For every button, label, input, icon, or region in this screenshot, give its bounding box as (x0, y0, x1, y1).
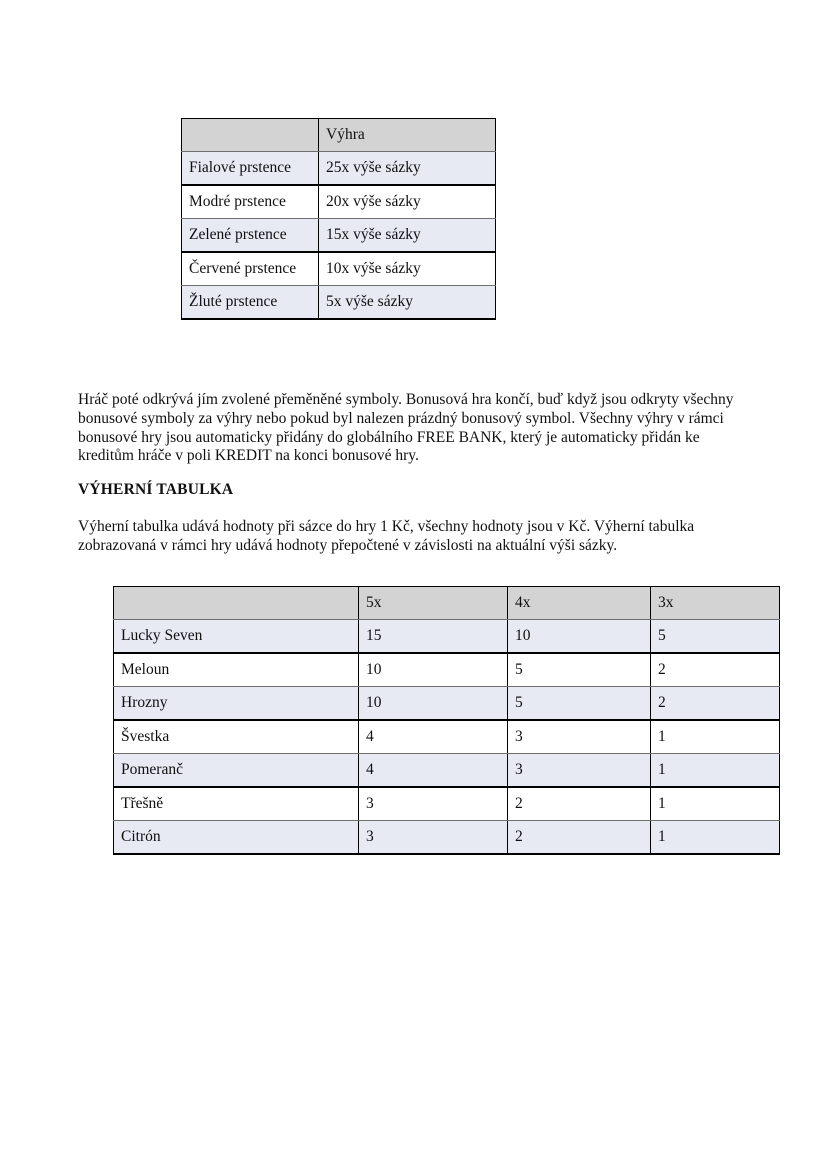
symbol-name-cell: Žluté prstence (182, 286, 319, 320)
table-row (114, 821, 780, 855)
symbol-name-cell: Hrozny (114, 687, 359, 721)
paytable-header-row (114, 587, 780, 620)
value-cell: 3 (359, 821, 508, 855)
table-row (114, 720, 780, 754)
value-cell: 3 (508, 754, 651, 788)
table-row (114, 653, 780, 687)
paytable-intro-paragraph: Výherní tabulka udává hodnoty při sázce do hry 1 Kč, všechny hodnoty jsou v Kč. Výherní tabulka zobrazovaná v rámci hry udává hodnoty přepočtené v závislosti na aktuální výši sázky. (78, 518, 695, 554)
table-row (114, 787, 780, 821)
paytable-header-4x-cell: 4x (508, 587, 651, 620)
symbol-name-cell: Pomeranč (114, 754, 359, 788)
value-cell: 5 (508, 687, 651, 721)
paytable-heading: VÝHERNÍ TABULKA (78, 481, 234, 498)
value-cell: 15 (359, 620, 508, 654)
symbol-name-cell: Třešně (114, 787, 359, 821)
table-row (114, 620, 780, 654)
value-cell: 2 (508, 787, 651, 821)
value-cell: 2 (651, 687, 780, 721)
value-cell: 1 (651, 787, 780, 821)
table-row (182, 219, 496, 253)
symbol-name-cell: Švestka (114, 720, 359, 754)
table-row (182, 286, 496, 320)
table-row (182, 252, 496, 286)
symbol-name-cell: Modré prstence (182, 185, 319, 219)
paytable (113, 586, 780, 855)
win-value-cell: 10x výše sázky (319, 252, 496, 286)
table-row (182, 152, 496, 186)
symbol-name-cell: Zelené prstence (182, 219, 319, 253)
value-cell: 4 (359, 720, 508, 754)
bonus-table-header-row (182, 119, 496, 152)
value-cell: 2 (651, 653, 780, 687)
value-cell: 10 (508, 620, 651, 654)
bonus-win-table (181, 118, 496, 320)
value-cell: 1 (651, 821, 780, 855)
value-cell: 1 (651, 754, 780, 788)
symbol-name-cell: Citrón (114, 821, 359, 855)
value-cell: 10 (359, 653, 508, 687)
table-row (114, 687, 780, 721)
symbol-name-cell: Červené prstence (182, 252, 319, 286)
value-cell: 4 (359, 754, 508, 788)
paytable-header-empty-cell (114, 587, 359, 620)
table-row (182, 185, 496, 219)
value-cell: 5 (508, 653, 651, 687)
value-cell: 10 (359, 687, 508, 721)
win-value-cell: 5x výše sázky (319, 286, 496, 320)
value-cell: 5 (651, 620, 780, 654)
bonus-header-empty-cell (182, 119, 319, 152)
win-value-cell: 20x výše sázky (319, 185, 496, 219)
table-row (114, 754, 780, 788)
bonus-header-vyhra-cell: Výhra (319, 119, 496, 152)
win-value-cell: 25x výše sázky (319, 152, 496, 186)
value-cell: 3 (359, 787, 508, 821)
paytable-header-5x-cell: 5x (359, 587, 508, 620)
value-cell: 1 (651, 720, 780, 754)
paytable-header-3x-cell: 3x (651, 587, 780, 620)
symbol-name-cell: Meloun (114, 653, 359, 687)
bonus-rules-paragraph: Hráč poté odkrývá jím zvolené přeměněné symboly. Bonusová hra končí, buď když jsou odkryty všechny bonusové symboly za výhry nebo pokud byl nalezen prázdný bonusový symbol. Všechny výhry v rámci bonusové hry jsou automaticky přidány do globálního FREE BANK, který je automaticky přidán ke kreditům hráče v poli KREDIT na konci bonusové hry. (78, 391, 734, 465)
symbol-name-cell: Fialové prstence (182, 152, 319, 186)
value-cell: 2 (508, 821, 651, 855)
win-value-cell: 15x výše sázky (319, 219, 496, 253)
value-cell: 3 (508, 720, 651, 754)
symbol-name-cell: Lucky Seven (114, 620, 359, 654)
